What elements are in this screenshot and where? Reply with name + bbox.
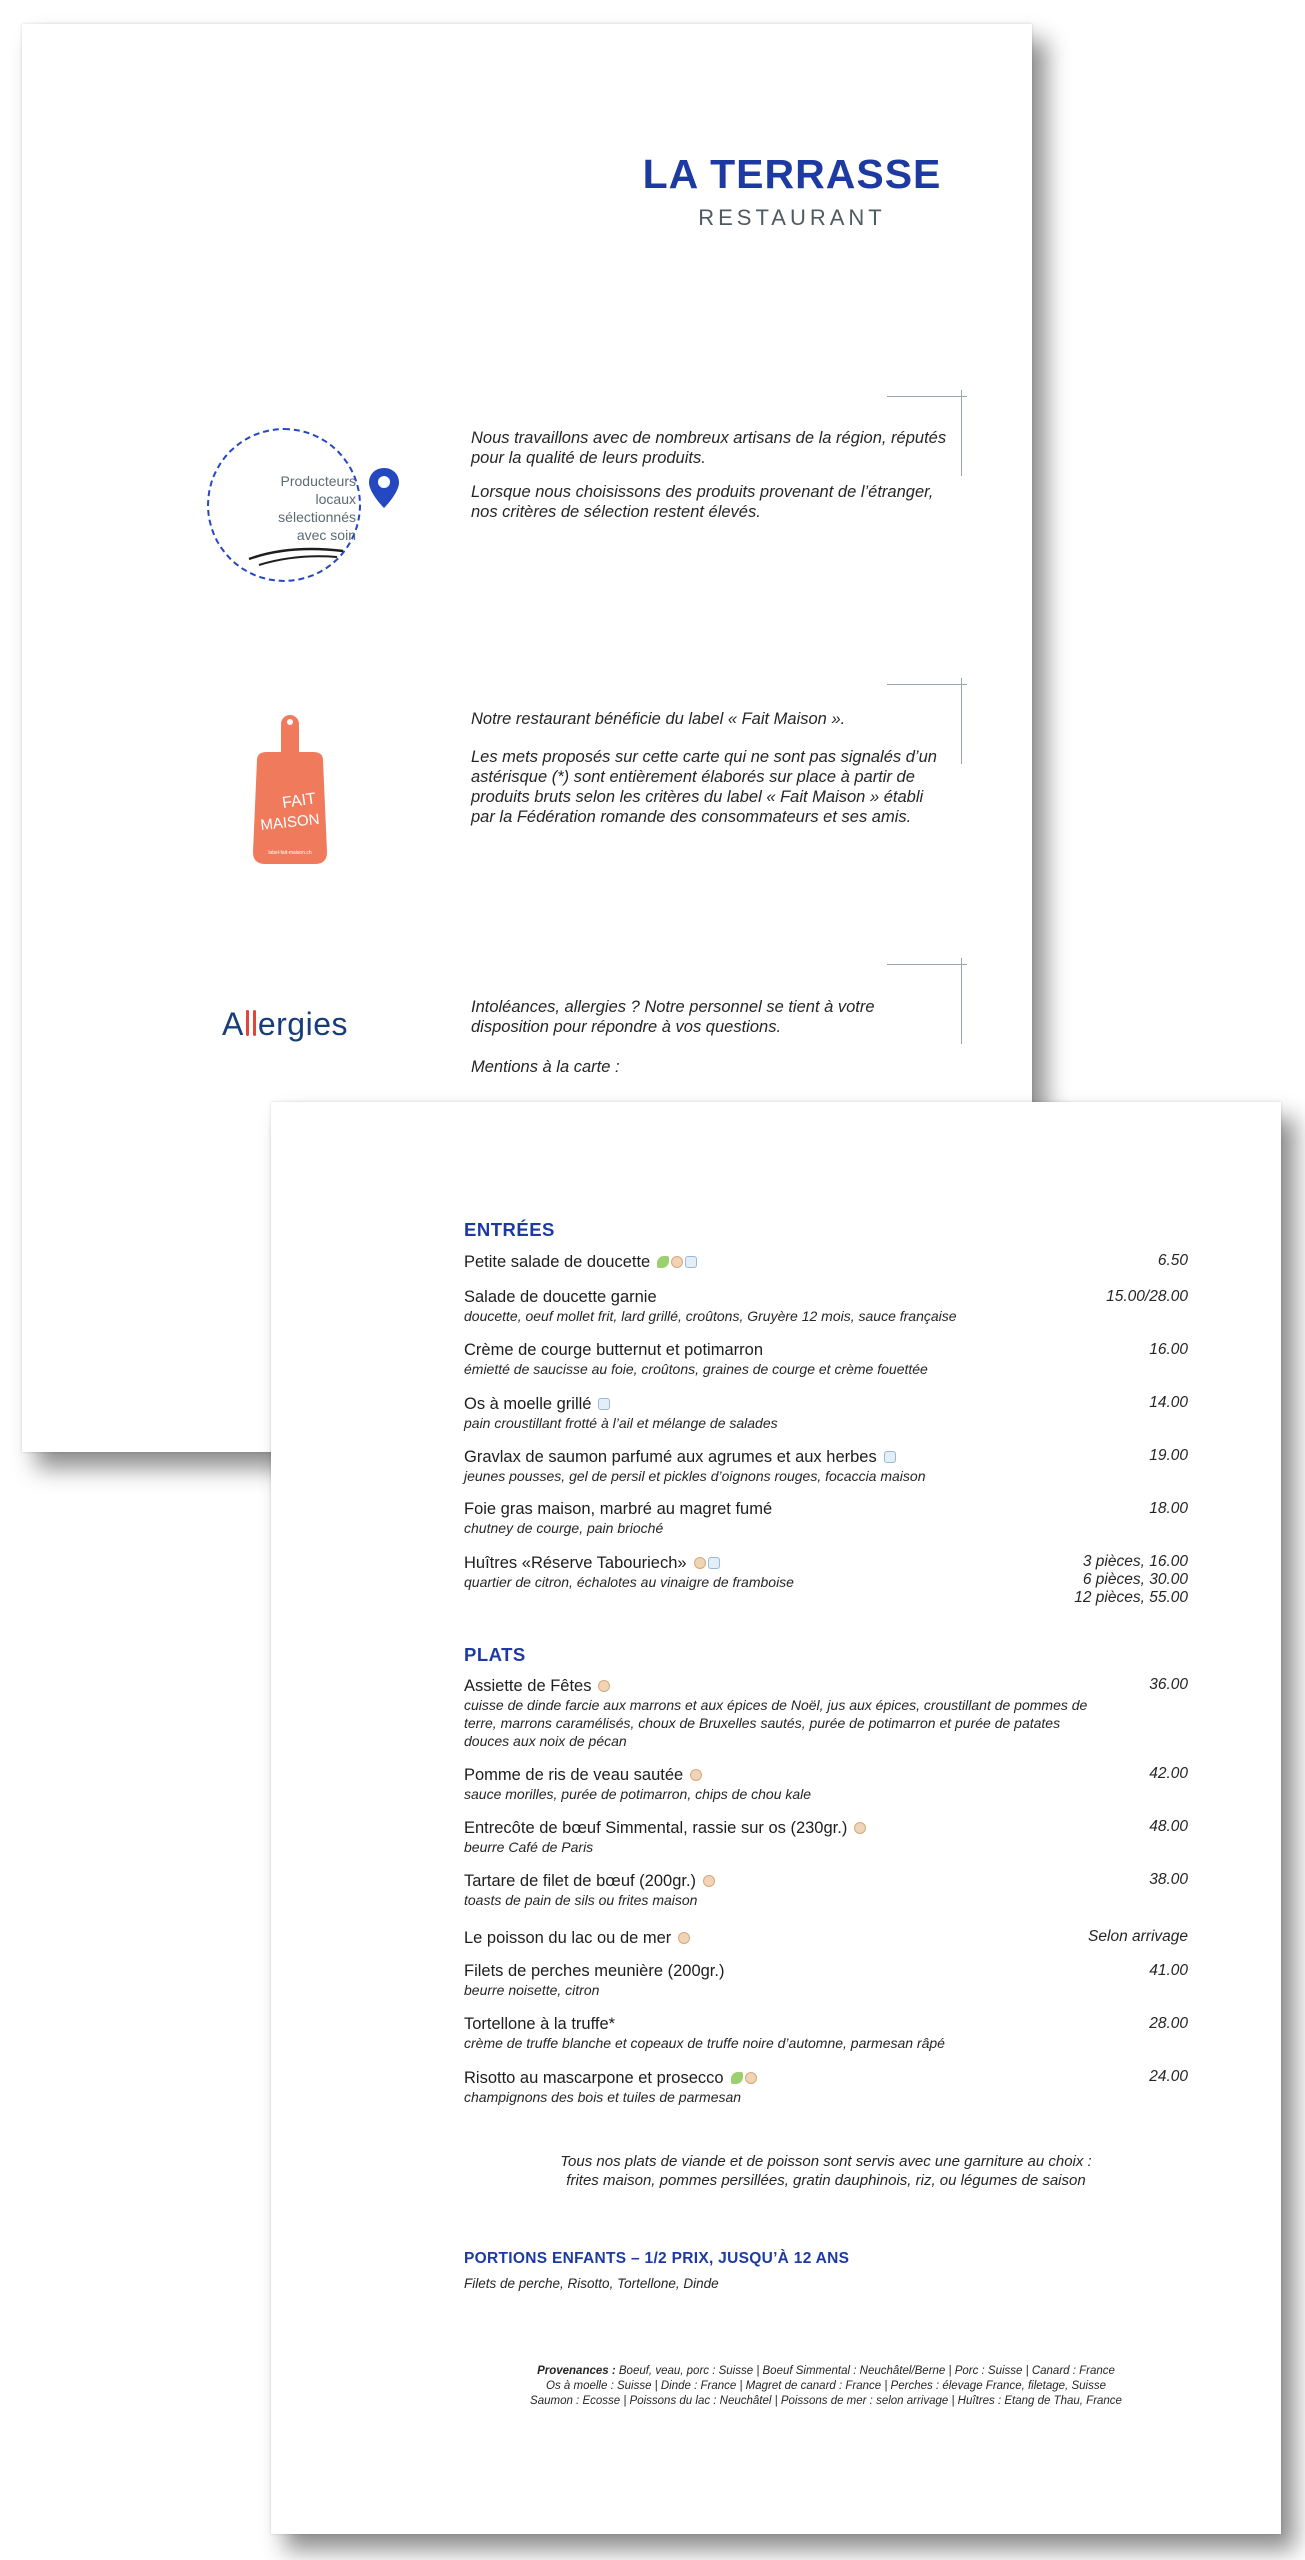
item-price: 41.00 [1149,1962,1188,1979]
item-description: doucette, oeuf mollet frit, lard grillé, croûtons, Gruyère 12 mois, sauce française [464,1308,957,1324]
menu-item [464,2015,1188,2052]
item-name: Pomme de ris de veau sautée [464,1766,684,1784]
item-price: 24.00 [1149,2068,1188,2085]
organic-icon [703,1875,715,1887]
fait-maison-text: Notre restaurant bénéficie du label « Fait Maison ». Les mets proposés sur cette carte qui ne sont pas signalés d’un astérisque (*) sont entièrement élaborés sur place à partir de produits bruts selon les critères du label « Fait Maison » établi par la Fédération romande des consommateurs et ses amis. [471,710,937,826]
fait-maison-board-icon [247,712,333,868]
allergies-text: Intoléances, allergies ? Notre personnel se tient à votre disposition pour répondre à vos questions. Mentions à la carte : [471,998,875,1076]
menu-item [464,1500,1188,1537]
logo-subtitle: RESTAURANT [698,205,886,230]
kids-portions-description: Filets de perche, Risotto, Tortellone, Dinde [464,2276,719,2291]
maison-label: MAISON [259,810,321,834]
organic-icon [671,1256,683,1268]
item-price: Selon arrivage [1088,1928,1188,1945]
menu-item [464,1252,1188,1272]
item-description: crème de truffe blanche et copeaux de truffe noire d’automne, parmesan râpé [464,2035,945,2051]
item-name: Petite salade de doucette [464,1253,651,1271]
item-description: pain croustillant frotté à l’ail et mélange de salades [464,1415,778,1431]
item-description: quartier de citron, échalotes au vinaigre de framboise [464,1574,794,1590]
item-name: Risotto au mascarpone et prosecco [464,2069,724,2087]
item-price: 3 pièces, 16.00 6 pièces, 30.00 12 pièces, 55.00 [1074,1553,1188,1606]
swoosh-icon [247,543,347,569]
vegetarian-icon [657,1256,669,1268]
item-description: champignons des bois et tuiles de parmesan [464,2089,742,2105]
item-price: 18.00 [1149,1500,1188,1517]
organic-icon [854,1822,866,1834]
item-name: Entrecôte de bœuf Simmental, rassie sur os (230gr.) [464,1819,848,1837]
kids-portions-title: PORTIONS ENFANTS – 1/2 PRIX, JUSQU’À 12 ANS [464,2250,850,2267]
vegetarian-icon [731,2072,743,2084]
item-price: 38.00 [1149,1871,1188,1888]
item-description: émietté de saucisse au foie, croûtons, graines de courge et crème fouettée [464,1361,928,1377]
item-description: cuisse de dinde farcie aux marrons et aux épices de Noël, jus aux épices, croustillant de pommes de terre, marrons caramélisés, choux de Bruxelles sautés, purée de potimarron et purée de patates douces aux noix de pécan [464,1697,1088,1749]
menu-item [464,1341,1188,1378]
local-producers-badge [207,428,397,588]
item-price: 28.00 [1149,2015,1188,2032]
item-name: Tartare de filet de bœuf (200gr.) [464,1872,697,1890]
item-name: Crème de courge butternut et potimarron [464,1341,763,1359]
menu-item [464,1818,1188,1856]
item-name: Assiette de Fêtes [464,1677,592,1695]
item-name: Salade de doucette garnie [464,1288,657,1306]
item-name: Tortellone à la truffe* [464,2015,616,2033]
logo-title: LA TERRASSE [642,151,942,197]
menu-item [464,1394,1188,1432]
item-description: beurre Café de Paris [464,1839,594,1855]
item-price: 48.00 [1149,1818,1188,1835]
item-price: 6.50 [1157,1252,1188,1269]
menu-item [464,1676,1188,1750]
location-pin-icon [367,466,401,510]
menu-item [464,1871,1188,1909]
side-dish-note: Tous nos plats de viande et de poisson sont servis avec une garniture au choix : frites maison, pommes persillées, gratin dauphinois, riz, ou légumes de saison [560,2153,1092,2189]
item-name: Gravlax de saumon parfumé aux agrumes et aux herbes [464,1448,877,1466]
restaurant-logo [627,151,957,231]
entrees-title: ENTRÉES [464,1219,555,1240]
item-name: Huîtres «Réserve Tabouriech» [464,1554,687,1572]
provenances-note: Provenances : Boeuf, veau, porc : Suisse | Boeuf Simmental : Neuchâtel/Berne | Porc : Suisse | Canard : France Os à moelle : Suisse | Dinde : France | Magret de canard : France | Perches : élevage France, filetage, Suisse Saumon : Ecosse | Poissons du lac : Neuchâtel | Poissons de mer : selon arrivage | Huîtres : Etang de Thau, France [530,2365,1122,2407]
allergies-logo: A ergies [222,1006,348,1042]
menu-item [464,1447,1188,1485]
gluten-free-icon [598,1398,610,1410]
item-price: 36.00 [1149,1676,1188,1693]
item-description: sauce morilles, purée de potimarron, chips de chou kale [464,1786,812,1802]
organic-icon [598,1680,610,1692]
menu-item [464,1928,1188,1948]
item-price: 15.00/28.00 [1106,1288,1188,1305]
menu-item [464,1553,1188,1606]
item-name: Foie gras maison, marbré au magret fumé [464,1500,773,1518]
item-description: jeunes pousses, gel de persil et pickles d’oignons rouges, focaccia maison [464,1468,926,1484]
gluten-free-icon [884,1451,896,1463]
item-price: 14.00 [1149,1394,1188,1411]
item-description: toasts de pain de sils ou frites maison [464,1892,698,1908]
label-url: label-fait-maison.ch [268,850,312,856]
menu-page [271,1102,1281,2534]
provenances-label: Provenances : [537,2365,616,2377]
fait-label: FAIT [281,790,318,812]
item-name: Le poisson du lac ou de mer [464,1929,672,1947]
organic-icon [694,1557,706,1569]
organic-icon [690,1769,702,1781]
item-name: Filets de perches meunière (200gr.) [464,1962,725,1980]
plats-title: PLATS [464,1644,526,1665]
menu-item [464,1288,1188,1325]
item-description: beurre noisette, citron [464,1982,600,1998]
menu-item [464,1962,1188,1999]
organic-icon [745,2072,757,2084]
producers-text: Nous travaillons avec de nombreux artisans de la région, réputés pour la qualité de leurs produits. Lorsque nous choisissons des produits provenant de l’étranger, nos critères de sélection restent élevés. [471,429,947,521]
item-price: 19.00 [1149,1447,1188,1464]
item-description: chutney de courge, pain brioché [464,1520,664,1536]
menu-item [464,1765,1188,1803]
menu-item [464,2068,1188,2106]
organic-icon [678,1932,690,1944]
item-price: 42.00 [1149,1765,1188,1782]
item-name: Os à moelle grillé [464,1395,592,1413]
item-price: 16.00 [1149,1341,1188,1358]
gluten-free-icon [685,1256,697,1268]
fork-knife-icon [244,1008,258,1038]
gluten-free-icon [708,1557,720,1569]
badge-text: Producteurs locaux sélectionnés avec soin [278,473,356,543]
